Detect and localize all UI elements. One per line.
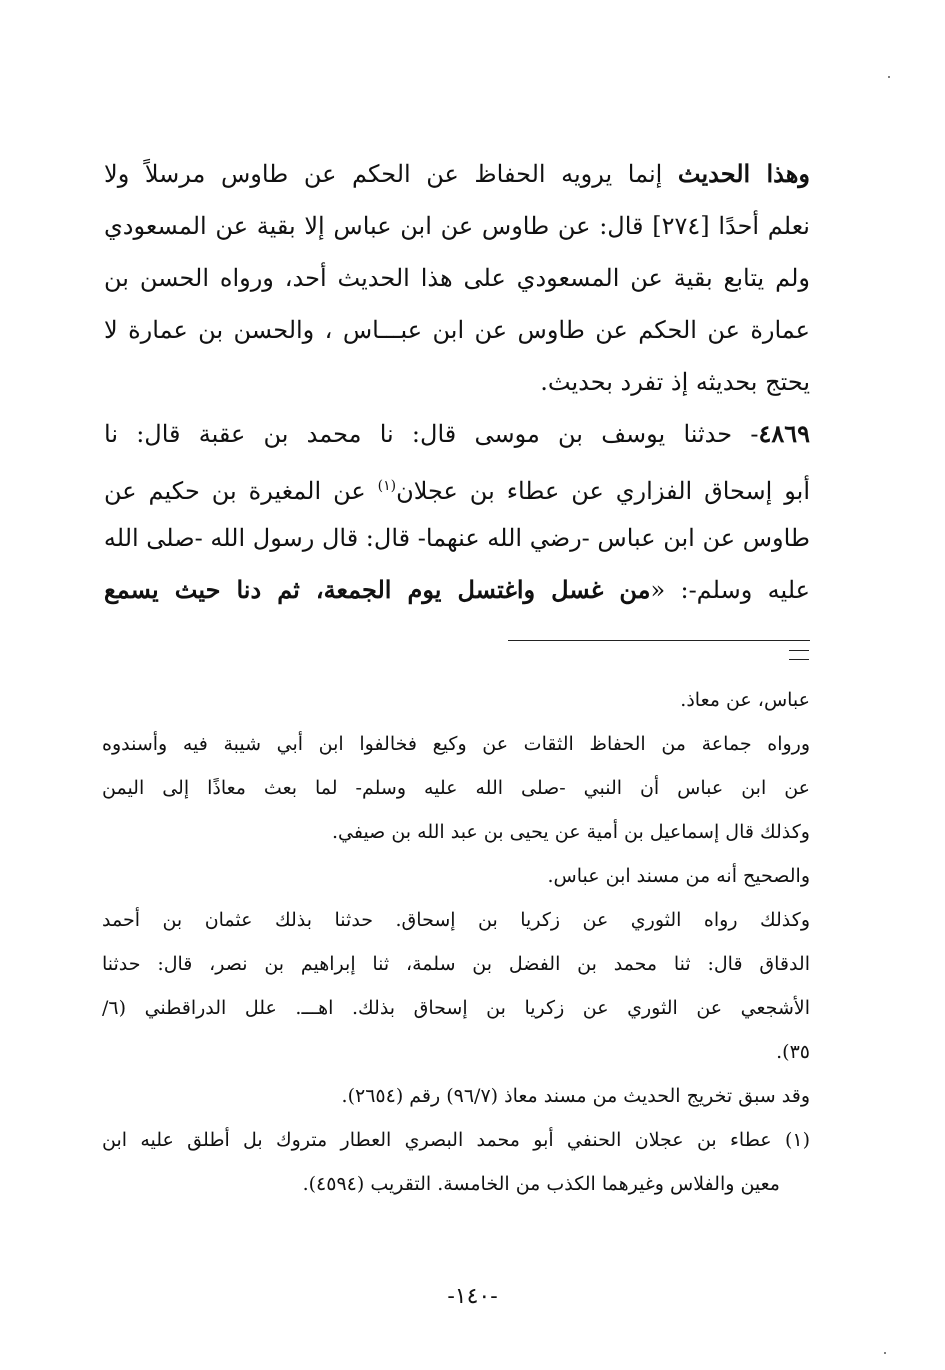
footnote-line: (١) عطاء بن عجلان الحنفي أبو محمد البصري العطار متروك بل أطلق عليه ابن xyxy=(102,1129,810,1151)
main-text-line: طاوس عن ابن عباس -رضي الله عنهما- قال: قال رسول الله -صلى الله xyxy=(103,524,810,552)
hadith-number-line xyxy=(104,408,810,460)
page-number: -١٤٠- xyxy=(447,1284,498,1309)
footnote-line: الأشجعي عن الثوري عن زكريا بن إسحاق بذلك. اهـــ. علل الدراقطني (٦/ xyxy=(102,997,810,1019)
footnote-line: الدقاق قال: ثنا محمد بن الفضل بن سلمة، ثنا إبراهيم بن نصر، قال: حدثنا xyxy=(102,953,810,975)
main-text-span: إنما يرويه الحفاظ عن الحكم عن طاوس مرسلاً ولا xyxy=(104,160,678,188)
main-text-line: نعلم أحدًا [٢٧٤] قال: عن طاوس عن ابن عباس إلا بقية عن المسعودي xyxy=(104,212,810,240)
main-text-span: - حدثنا يوسف بن موسى قال: نا محمد بن عقبة قال: نا xyxy=(104,420,759,448)
hadith-number: ٤٨٦٩ xyxy=(758,419,811,448)
footnotes-block xyxy=(102,678,810,1206)
footnote-line: وكذلك قال إسماعيل بن أمية عن يحيى بن عبد الله بن صيفي. xyxy=(331,821,810,843)
main-text-span: أبو إسحاق الفزاري عن عطاء بن عجلان xyxy=(396,477,811,505)
footnote-line: وقد سبق تخريج الحديث من مسند معاذ (٩٦/٧) رقم (٢٦٥٤). xyxy=(341,1085,810,1107)
continuation-mark xyxy=(789,650,809,660)
footnote-line: ٣٥). xyxy=(776,1041,810,1063)
main-text-line xyxy=(104,148,810,200)
scan-speck xyxy=(884,1352,886,1354)
footnote-line: وكذلك رواه الثوري عن زكريا بن إسحاق. حدثنا بذلك عثمان بن أحمد xyxy=(102,909,810,931)
footnote-separator xyxy=(508,640,810,641)
footnote-line: عباس، عن معاذ. xyxy=(680,689,810,711)
footnote-line: والصحيح أنه من مسند ابن عباس. xyxy=(547,865,810,887)
scan-speck xyxy=(888,76,890,78)
footnote-line: ورواه جماعة من الحفاظ الثقات عن وكيع فخالفوا ابن أبي شيبة فيه وأسندوه xyxy=(102,733,810,755)
main-text-line: ولم يتابع بقية عن المسعودي على هذا الحديث أحد، ورواه الحسن بن xyxy=(104,264,810,292)
main-text-span: عن المغيرة بن حكيم عن xyxy=(104,477,378,505)
hadith-matn-bold: من غسل واغتسل يوم الجمعة، ثم دنا حيث يسمع xyxy=(104,575,651,604)
footnote-line: معين والفلاس وغيرهما الكذب من الخامسة. التقريب (٤٥٩٤). xyxy=(302,1173,780,1195)
main-text-line: عمارة عن الحكم عن طاوس عن ابن عبـــاس ، والحسن بن عمارة لا xyxy=(104,316,810,344)
main-text-block xyxy=(104,148,810,616)
main-text-line: يحتج بحديثه إذ تفرد بحديث. xyxy=(540,368,810,396)
main-text-line xyxy=(104,564,810,616)
main-text-span: عليه وسلم-: « xyxy=(650,576,810,604)
bold-lead-phrase: وهذا الحديث xyxy=(677,159,811,188)
footnote-reference: (١) xyxy=(377,478,397,494)
main-text-line xyxy=(104,460,810,512)
footnote-line: عن ابن عباس أن النبي -صلى الله عليه وسلم- لما بعث معاذًا إلى اليمن xyxy=(102,777,810,799)
